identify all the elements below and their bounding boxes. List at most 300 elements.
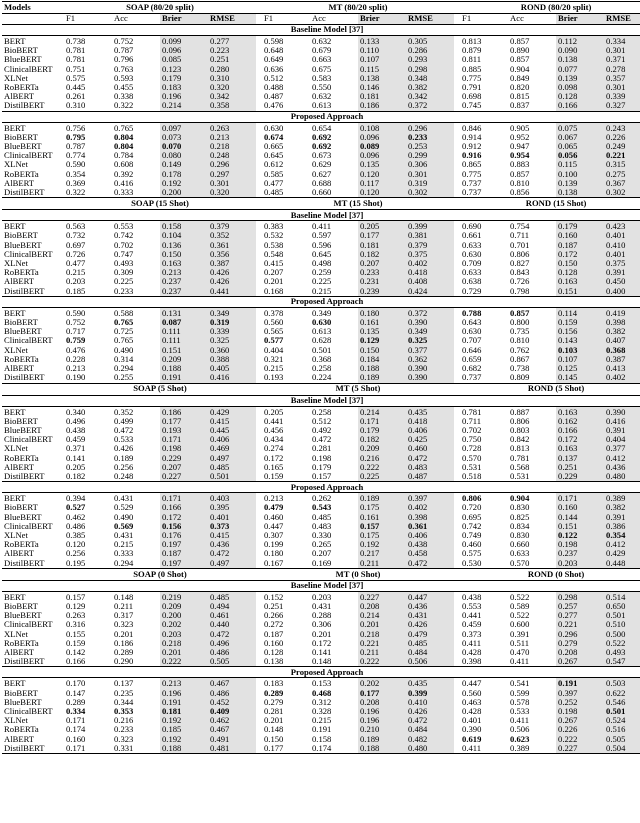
model-name: RoBERTa (4, 268, 39, 278)
metric-cell: 0.720 (462, 503, 482, 513)
metric-cell: 0.231 (358, 277, 406, 286)
metric-cell: 0.169 (310, 559, 358, 569)
metric-cell: 0.117 (358, 179, 406, 188)
table-row (2, 221, 640, 232)
metric-cell: 0.205 (358, 221, 406, 232)
metric-cell: 0.843 (510, 268, 530, 278)
table-row (2, 55, 640, 64)
metric-cell: 0.492 (312, 425, 332, 435)
metric-cell: 0.136 (160, 241, 208, 250)
metric-cell: 0.180 (264, 549, 284, 559)
metric-cell: 0.128 (556, 92, 604, 101)
metric-cell: 0.299 (406, 151, 454, 160)
metric-cell: 0.472 (406, 716, 454, 725)
metric-cell: 0.133 (358, 36, 406, 47)
metric-cell: 0.633 (462, 268, 482, 278)
metric-cell: 0.516 (604, 725, 640, 734)
proposed-section-label: Proposed Approach (2, 296, 640, 307)
metric-cell: 0.412 (604, 454, 640, 463)
metric-cell: 0.203 (66, 277, 86, 287)
metric-cell: 0.467 (208, 678, 256, 689)
metric-cell: 0.497 (208, 559, 256, 569)
metric-cell (460, 151, 508, 160)
table-row (2, 444, 640, 453)
metric-cell: 0.330 (312, 530, 332, 540)
metric-cell: 0.195 (64, 559, 112, 569)
metric-cell: 0.531 (508, 472, 556, 482)
metric-cell: 0.390 (604, 406, 640, 417)
metric-cell: 0.638 (462, 277, 482, 287)
metric-cell: 0.200 (160, 188, 208, 198)
metric-cell: 0.192 (160, 735, 208, 744)
table-row (2, 170, 640, 179)
table-row (2, 318, 640, 327)
metric-header: Brier (358, 14, 406, 25)
table-row (2, 92, 640, 101)
metric-cell: 0.159 (262, 472, 310, 482)
metric-cell: 0.322 (64, 188, 112, 198)
proposed-section-label: Proposed Approach (2, 111, 640, 122)
metric-cell: 0.139 (556, 179, 604, 188)
metric-cell: 0.784 (114, 151, 134, 161)
metric-cell: 0.379 (406, 241, 454, 250)
metric-cell (406, 336, 454, 345)
metric-cell: 0.352 (114, 406, 134, 417)
model-name: XLNet (4, 716, 28, 726)
table-row (2, 540, 640, 549)
metric-cell: 0.125 (556, 364, 604, 373)
metric-cell: 0.411 (510, 716, 530, 726)
metric-cell: 0.391 (604, 513, 640, 522)
metric-cell: 0.175 (358, 503, 406, 512)
metric-cell: 0.553 (462, 601, 482, 611)
metric-cell (310, 503, 358, 512)
metric-cell: 0.249 (604, 142, 640, 151)
metric-cell: 0.208 (358, 698, 406, 707)
metric-cell: 0.879 (462, 46, 482, 56)
metric-cell: 0.381 (406, 231, 454, 240)
metric-cell: 0.333 (112, 188, 160, 198)
model-name: BioBERT (4, 503, 38, 513)
metric-cell: 0.511 (510, 638, 530, 648)
metric-cell: 0.426 (406, 620, 454, 629)
metric-cell: 0.218 (358, 630, 406, 639)
model-name: BlueBERT (4, 697, 42, 707)
table-row (2, 513, 640, 522)
model-name: XLNet (4, 530, 28, 540)
metric-cell: 0.373 (462, 629, 482, 639)
metric-cell: 0.410 (604, 241, 640, 250)
metric-cell (64, 503, 112, 512)
model-name: ClinicalBERT (4, 64, 53, 74)
model-name: RoBERTa (4, 354, 39, 364)
metric-cell: 0.186 (160, 406, 208, 417)
metric-cell: 0.375 (604, 259, 640, 268)
metric-cell: 0.237 (160, 277, 208, 286)
model-name: ClinicalBERT (4, 151, 53, 161)
model-name: ClinicalBERT (4, 435, 53, 445)
metric-cell: 0.188 (358, 744, 406, 754)
proposed-section-label: Proposed Approach (2, 482, 640, 493)
model-name: XLNet (4, 345, 28, 355)
metric-cell: 0.186 (114, 638, 134, 648)
metric-cell: 0.171 (64, 744, 112, 754)
metric-cell: 0.431 (406, 611, 454, 620)
metric-cell: 0.339 (604, 92, 640, 101)
metric-cell: 0.128 (264, 647, 284, 657)
metric-cell: 0.235 (114, 688, 134, 698)
metric-cell: 0.338 (114, 92, 134, 102)
metric-cell: 0.412 (604, 540, 640, 549)
metric-cell: 0.462 (208, 716, 256, 725)
metric-cell: 0.080 (160, 151, 208, 160)
metric-cell: 0.628 (312, 336, 332, 346)
metric-cell: 0.397 (406, 493, 454, 504)
metric-cell: 0.115 (556, 160, 604, 169)
metric-cell: 0.416 (114, 178, 134, 188)
metric-cell: 0.179 (312, 462, 332, 472)
metric-cell: 0.145 (556, 373, 604, 383)
table-row (2, 188, 640, 198)
metric-cell: 0.485 (406, 639, 454, 648)
metric-cell: 0.328 (312, 706, 332, 716)
metric-cell: 0.196 (358, 707, 406, 716)
best-value: 0.325 (408, 336, 428, 346)
metric-cell: 0.857 (510, 169, 530, 179)
model-name: DistilBERT (2, 188, 64, 198)
metric-cell: 0.165 (264, 462, 284, 472)
metric-cell: 0.187 (160, 549, 208, 558)
metric-cell: 0.215 (312, 716, 332, 726)
metric-cell: 0.548 (264, 249, 284, 259)
metric-cell: 0.842 (510, 435, 530, 445)
best-value: 0.361 (408, 521, 428, 531)
baseline-section-row (2, 395, 640, 406)
metric-cell: 0.170 (66, 678, 86, 689)
metric-cell: 0.436 (406, 602, 454, 611)
metric-cell: 0.203 (160, 630, 208, 639)
metric-cell: 0.301 (406, 170, 454, 179)
metric-cell: 0.745 (460, 101, 508, 111)
model-name: XLNet (4, 629, 28, 639)
metric-cell: 0.622 (604, 689, 640, 698)
metric-cell: 0.256 (66, 549, 86, 559)
metric-cell: 0.695 (462, 512, 482, 522)
metric-cell: 0.298 (406, 65, 454, 74)
model-name: RoBERTa (4, 725, 39, 735)
metric-cell: 0.813 (462, 36, 482, 46)
metric-cell: 0.673 (312, 151, 332, 161)
table-row (2, 648, 640, 657)
metric-cell: 0.485 (208, 591, 256, 602)
metric-cell: 0.172 (556, 250, 604, 259)
metric-cell: 0.735 (510, 327, 530, 337)
table-row (2, 327, 640, 336)
metric-cell: 0.659 (462, 354, 482, 364)
metric-cell: 0.701 (510, 240, 530, 250)
metric-cell: 0.157 (66, 591, 86, 602)
metric-cell: 0.226 (556, 725, 604, 734)
metric-cell: 0.774 (66, 151, 86, 161)
metric-cell: 0.323 (114, 620, 134, 630)
metric-cell: 0.367 (604, 179, 640, 188)
model-name: BERT (4, 591, 26, 602)
group-header: SOAP (80/20 split) (64, 2, 256, 14)
metric-cell: 0.496 (208, 639, 256, 648)
metric-cell: 0.211 (358, 648, 406, 657)
metric-cell: 0.151 (556, 287, 604, 297)
metric-cell: 0.394 (66, 493, 86, 504)
metric-cell: 0.189 (358, 373, 406, 383)
metric-cell: 0.497 (208, 454, 256, 463)
metric-cell: 0.413 (604, 364, 640, 373)
metric-cell: 0.729 (460, 287, 508, 297)
metric-cell: 0.110 (358, 46, 406, 55)
metric-cell: 0.161 (358, 318, 406, 327)
metric-cell: 0.702 (462, 425, 482, 435)
metric-cell: 0.613 (312, 327, 332, 337)
metric-cell: 0.825 (510, 512, 530, 522)
metric-cell: 0.229 (160, 454, 208, 463)
metric-header: Brier (556, 14, 604, 25)
table-row (2, 355, 640, 364)
group-header: ROND (80/20 split) (460, 2, 640, 14)
metric-cell: 0.522 (510, 611, 530, 621)
metric-cell: 0.709 (462, 259, 482, 269)
metric-cell: 0.368 (312, 354, 332, 364)
metric-cell: 0.294 (112, 559, 160, 569)
metric-cell: 0.728 (462, 444, 482, 454)
metric-cell: 0.174 (66, 725, 86, 735)
metric-cell: 0.460 (462, 540, 482, 550)
best-value: 0.623 (510, 734, 530, 744)
block-title: MT (0 Shot) (335, 568, 381, 579)
model-name: AlBERT (4, 549, 35, 559)
metric-cell: 0.294 (114, 364, 134, 374)
metric-cell: 0.090 (556, 46, 604, 55)
metric-cell (508, 151, 556, 160)
metric-cell: 0.480 (604, 472, 640, 482)
metric-cell: 0.440 (208, 620, 256, 629)
best-value: 0.569 (114, 521, 134, 531)
metric-cell: 0.707 (462, 336, 482, 346)
metric-cell: 0.139 (556, 74, 604, 83)
metric-cell: 0.197 (160, 540, 208, 549)
metric-cell: 0.098 (556, 83, 604, 92)
metric-cell: 0.596 (312, 240, 332, 250)
metric-cell: 0.803 (510, 425, 530, 435)
metric-cell: 0.392 (114, 169, 134, 179)
table-row (2, 657, 640, 667)
metric-cell: 0.182 (358, 250, 406, 259)
metric-cell: 0.360 (208, 346, 256, 355)
metric-cell: 0.501 (208, 472, 256, 482)
metric-cell (358, 689, 406, 698)
table-row (2, 160, 640, 169)
metric-cell: 0.524 (604, 716, 640, 725)
metric-cell: 0.309 (114, 268, 134, 278)
metric-cell: 0.176 (160, 531, 208, 540)
table-row (2, 133, 640, 142)
metric-cell: 0.811 (462, 55, 482, 65)
metric-cell: 0.472 (114, 425, 134, 435)
model-name: DistilBERT (2, 373, 64, 383)
metric-cell: 0.171 (556, 493, 604, 504)
model-name: XLNet (4, 444, 28, 454)
metric-cell: 0.205 (264, 406, 284, 417)
metric-cell: 0.477 (264, 178, 284, 188)
metric-cell: 0.277 (556, 611, 604, 620)
metric-cell: 0.213 (160, 678, 208, 689)
table-row (2, 531, 640, 540)
metric-cell: 0.648 (264, 46, 284, 56)
metric-cell: 0.742 (462, 521, 482, 531)
metric-cell (208, 318, 256, 327)
model-name: RoBERTa (4, 453, 39, 463)
metric-cell: 0.483 (312, 521, 332, 531)
metric-cell: 0.459 (462, 620, 482, 630)
metric-cell: 0.568 (510, 462, 530, 472)
metric-cell: 0.251 (208, 55, 256, 64)
model-name: XLNet (4, 73, 28, 83)
metric-cell: 0.215 (264, 364, 284, 374)
metric-cell: 0.398 (604, 318, 640, 327)
metric-cell: 0.239 (358, 287, 406, 297)
table-row (2, 336, 640, 345)
metric-cell: 0.698 (462, 92, 482, 102)
metric-cell: 0.156 (556, 327, 604, 336)
metric-cell: 0.375 (406, 250, 454, 259)
proposed-section-row (2, 667, 640, 678)
metric-cell: 0.146 (358, 83, 406, 92)
model-name: BERT (4, 122, 26, 133)
metric-cell: 0.416 (604, 417, 640, 426)
metric-cell: 0.211 (114, 601, 134, 611)
metric-cell: 0.150 (264, 734, 284, 744)
best-value: 0.103 (558, 345, 578, 355)
metric-cell: 0.349 (406, 327, 454, 336)
metric-cell: 0.372 (406, 307, 454, 318)
metric-cell: 0.643 (462, 318, 482, 328)
metric-cell: 0.469 (208, 444, 256, 453)
metric-cell: 0.327 (604, 101, 640, 111)
metric-cell: 0.188 (358, 364, 406, 373)
metric-cell: 0.711 (462, 416, 482, 426)
model-name: BERT (4, 678, 26, 689)
table-row (2, 122, 640, 133)
metric-cell: 0.890 (510, 46, 530, 56)
metric-cell: 0.172 (312, 638, 332, 648)
metric-cell: 0.184 (358, 355, 406, 364)
metric-cell: 0.385 (66, 530, 86, 540)
metric-cell: 0.107 (556, 355, 604, 364)
metric-cell: 0.765 (114, 122, 134, 133)
metric-cell: 0.107 (358, 55, 406, 64)
model-name: BioBERT (4, 46, 38, 56)
metric-cell: 0.175 (358, 531, 406, 540)
metric-cell: 0.237 (556, 549, 604, 558)
metric-cell: 0.163 (556, 444, 604, 453)
metric-cell: 0.226 (604, 133, 640, 142)
metric-cell: 0.482 (406, 735, 454, 744)
metric-cell: 0.787 (66, 142, 86, 152)
metric-cell (64, 707, 112, 716)
metric-cell: 0.415 (264, 259, 284, 269)
models-header: Models (2, 2, 64, 14)
metric-cell: 0.593 (114, 73, 134, 83)
metric-cell (460, 735, 508, 744)
metric-cell: 0.505 (208, 657, 256, 667)
metric-cell: 0.123 (160, 65, 208, 74)
metric-header: RMSE (406, 14, 454, 25)
metric-cell: 0.218 (208, 142, 256, 151)
metric-cell: 0.725 (114, 327, 134, 337)
metric-cell: 0.506 (406, 657, 454, 667)
metric-cell: 0.215 (114, 540, 134, 550)
metric-cell: 0.791 (462, 83, 482, 93)
metric-cell: 0.181 (358, 92, 406, 101)
metric-cell: 0.182 (64, 472, 112, 482)
metric-cell: 0.279 (264, 697, 284, 707)
metric-cell: 0.340 (66, 406, 86, 417)
model-name: BERT (4, 36, 26, 46)
metric-cell: 0.151 (160, 346, 208, 355)
metric-cell: 0.379 (208, 221, 256, 232)
metric-cell: 0.387 (604, 355, 640, 364)
metric-cell: 0.754 (510, 221, 530, 232)
table-row (2, 698, 640, 707)
metric-cell: 0.752 (66, 318, 86, 328)
metric-cell: 0.529 (114, 503, 134, 513)
metric-cell: 0.550 (312, 83, 332, 93)
metric-cell: 0.431 (114, 530, 134, 540)
metric-cell: 0.192 (358, 540, 406, 549)
metric-cell: 0.111 (160, 336, 208, 345)
metric-cell: 0.435 (406, 406, 454, 417)
metric-cell: 0.404 (604, 435, 640, 444)
metric-cell: 0.183 (264, 678, 284, 689)
model-name: BlueBERT (4, 425, 42, 435)
baseline-section-label: Baseline Model [37] (2, 25, 640, 36)
metric-cell: 0.157 (310, 472, 358, 482)
best-value: 0.788 (462, 307, 482, 318)
metric-cell: 0.209 (160, 602, 208, 611)
model-name: BioBERT (4, 231, 38, 241)
best-value: 0.954 (510, 151, 530, 161)
model-name: BlueBERT (4, 512, 42, 522)
metric-cell (208, 707, 256, 716)
metric-cell (262, 133, 310, 142)
metric-cell: 0.885 (462, 64, 482, 74)
metric-header: Acc (312, 13, 326, 24)
best-value: 0.409 (210, 706, 230, 716)
metric-cell: 0.428 (462, 647, 482, 657)
metric-cell: 0.883 (510, 160, 530, 170)
metric-cell: 0.447 (462, 678, 482, 689)
model-name: AlBERT (4, 364, 35, 374)
metric-cell: 0.679 (312, 46, 332, 56)
metric-cell: 0.660 (510, 540, 530, 550)
metric-cell: 0.225 (358, 472, 406, 482)
metric-cell: 0.834 (510, 521, 530, 531)
metric-cell: 0.402 (406, 259, 454, 268)
metric-cell: 0.952 (510, 132, 530, 142)
proposed-section-row (2, 296, 640, 307)
metric-header: Acc (510, 13, 524, 24)
table-row (2, 259, 640, 268)
metric-cell: 0.377 (406, 346, 454, 355)
proposed-section-row (2, 111, 640, 122)
